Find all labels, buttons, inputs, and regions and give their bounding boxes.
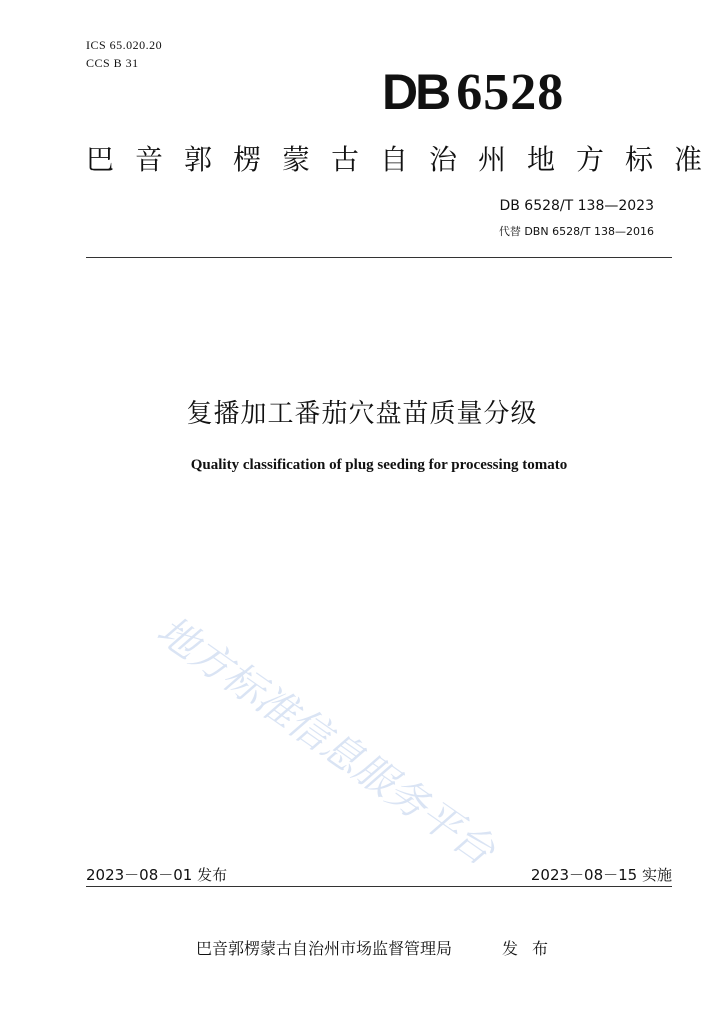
db-logo-number: 6528 xyxy=(456,64,565,121)
bottom-divider xyxy=(86,886,672,887)
standard-number: DB 6528/T 138—2023 xyxy=(499,198,654,214)
top-divider xyxy=(86,257,672,258)
db-logo xyxy=(382,62,564,123)
document-title-cn: 复播加工番茄穴盘苗质量分级 xyxy=(186,399,538,429)
implement-date: 2023－08－15 实施 xyxy=(530,866,672,884)
classification-codes xyxy=(86,36,162,72)
issuing-authority: 巴音郭楞蒙古自治州市场监督管理局 xyxy=(196,939,453,958)
db-logo-letters: DB xyxy=(382,64,449,120)
document-title-en: Quality classification of plug seeding for processing tomato xyxy=(190,457,568,473)
watermark: 地方标准信息服务平台 xyxy=(148,607,503,875)
ccs-code: CCS B 31 xyxy=(86,56,139,70)
standard-type-title: 巴音郭楞蒙古自治州地方标准 xyxy=(86,143,724,176)
replaces-standard: 代替 DBN 6528/T 138—2016 xyxy=(498,225,654,238)
issue-label: 发布 xyxy=(502,939,563,958)
ics-code: ICS 65.020.20 xyxy=(86,38,163,52)
publish-date: 2023－08－01 发布 xyxy=(86,866,228,884)
